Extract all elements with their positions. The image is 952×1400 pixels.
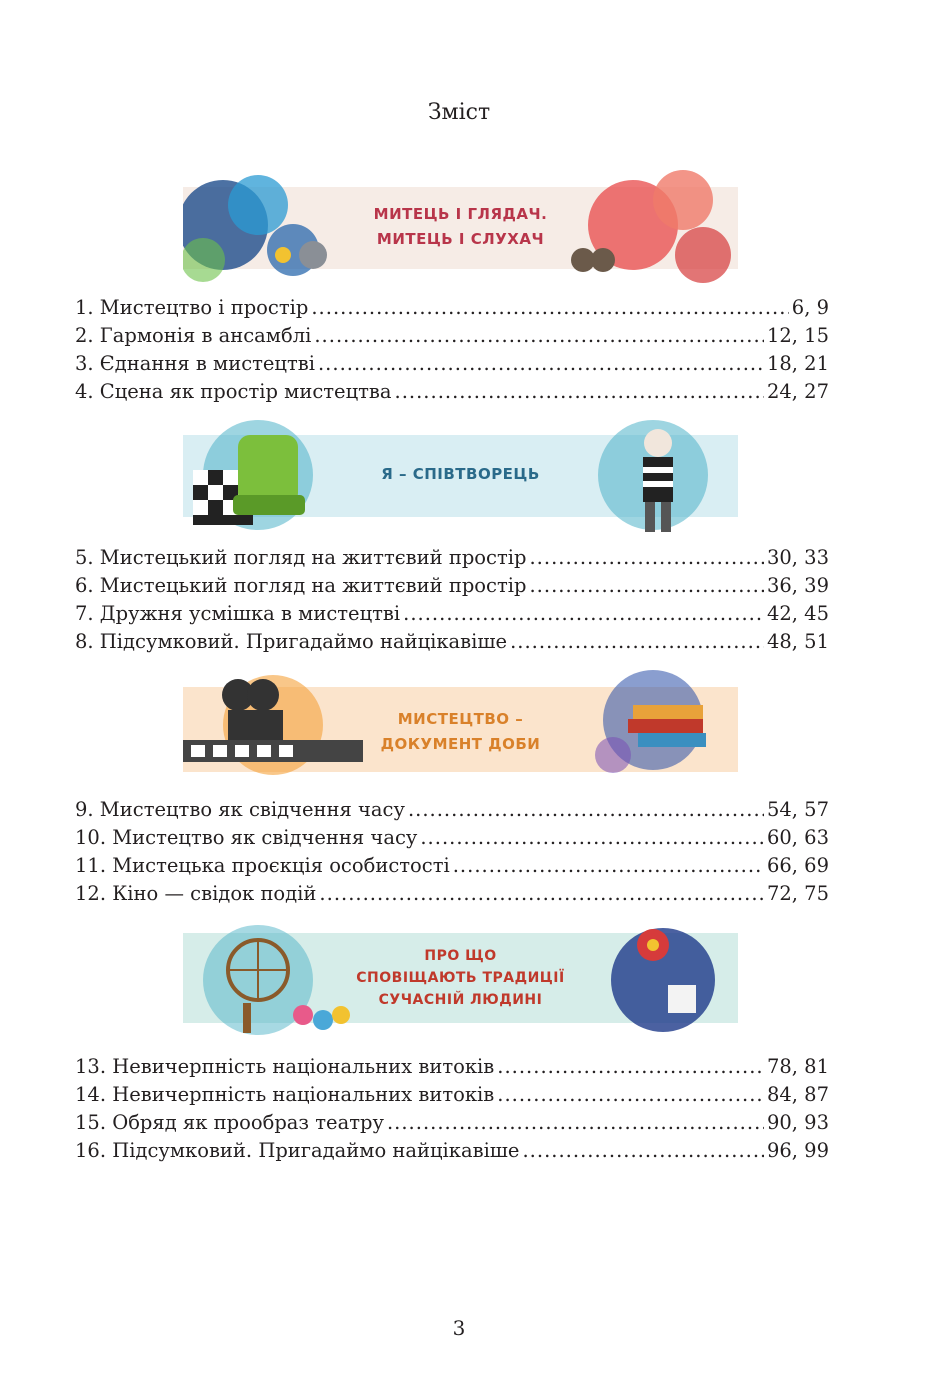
toc-entry-pages: 72, 75	[766, 882, 829, 905]
toc-entry-title: 15. Обряд як прообраз театру	[75, 1111, 384, 1134]
toc-leader-dots	[403, 602, 764, 625]
section-banner-4	[183, 915, 738, 1045]
toc-entry-title: 3. Єднання в мистецтві	[75, 352, 315, 375]
toc-entry-title: 9. Мистецтво як свідчення часу	[75, 798, 405, 821]
page-number: 3	[452, 1316, 466, 1340]
toc-entry-pages: 54, 57	[766, 798, 829, 821]
toc-entry-title: 16. Підсумковий. Пригадаймо найцікавіше	[75, 1139, 520, 1162]
toc-list-2	[75, 546, 829, 658]
toc-entry-pages: 24, 27	[766, 380, 829, 403]
toc-entry-title: 12. Кіно — свідок подій	[75, 882, 317, 905]
toc-entry-title: 14. Невичерпність національних витоків	[75, 1083, 495, 1106]
toc-entry[interactable]	[75, 1055, 829, 1083]
toc-entry[interactable]	[75, 1111, 829, 1139]
toc-entry-title: 1. Мистецтво і простір	[75, 296, 309, 319]
toc-entry[interactable]	[75, 1139, 829, 1167]
toc-entry[interactable]	[75, 1083, 829, 1111]
toc-leader-dots	[318, 352, 764, 375]
toc-entry-pages: 78, 81	[766, 1055, 829, 1078]
toc-entry-pages: 6, 9	[791, 296, 829, 319]
toc-entry-pages: 90, 93	[766, 1111, 829, 1134]
toc-leader-dots	[314, 324, 764, 347]
toc-entry[interactable]	[75, 546, 829, 574]
toc-entry[interactable]	[75, 630, 829, 658]
toc-entry-title: 2. Гармонія в ансамблі	[75, 324, 312, 347]
toc-entry-pages: 36, 39	[766, 574, 829, 597]
toc-leader-dots	[497, 1083, 764, 1106]
toc-leader-dots	[408, 798, 764, 821]
toc-leader-dots	[497, 1055, 764, 1078]
toc-entry[interactable]	[75, 352, 829, 380]
section-banner-2	[183, 415, 738, 537]
toc-entry[interactable]	[75, 854, 829, 882]
toc-entry-pages: 18, 21	[766, 352, 829, 375]
toc-entry-title: 13. Невичерпність національних витоків	[75, 1055, 495, 1078]
section-banner-1	[183, 165, 738, 290]
toc-list-4	[75, 1055, 829, 1167]
toc-entry[interactable]	[75, 324, 829, 352]
toc-entry-pages: 84, 87	[766, 1083, 829, 1106]
toc-entry[interactable]	[75, 380, 829, 408]
toc-leader-dots	[420, 826, 764, 849]
toc-entry-title: 5. Мистецький погляд на життєвий простір	[75, 546, 527, 569]
toc-entry-pages: 48, 51	[766, 630, 829, 653]
toc-entry-title: 10. Мистецтво як свідчення часу	[75, 826, 418, 849]
toc-leader-dots	[319, 882, 764, 905]
toc-entry-pages: 66, 69	[766, 854, 829, 877]
toc-entry[interactable]	[75, 826, 829, 854]
toc-leader-dots	[311, 296, 788, 319]
toc-entry-pages: 96, 99	[766, 1139, 829, 1162]
toc-entry-pages: 42, 45	[766, 602, 829, 625]
toc-leader-dots	[395, 380, 764, 403]
toc-entry-pages: 30, 33	[766, 546, 829, 569]
toc-entry-title: 6. Мистецький погляд на життєвий простір	[75, 574, 527, 597]
toc-entry-title: 8. Підсумковий. Пригадаймо найцікавіше	[75, 630, 508, 653]
banner-4-title: ПРО ЩО СПОВІЩАЮТЬ ТРАДИЦІЇ СУЧАСНІЙ ЛЮДИНІ	[356, 948, 565, 1008]
toc-leader-dots	[529, 574, 763, 597]
toc-entry-title: 11. Мистецька проєкція особистості	[75, 854, 450, 877]
toc-leader-dots	[510, 630, 764, 653]
page-title: Зміст	[427, 100, 491, 125]
toc-entry[interactable]	[75, 798, 829, 826]
toc-leader-dots	[453, 854, 764, 877]
toc-entry-pages: 60, 63	[766, 826, 829, 849]
toc-list-3	[75, 798, 829, 910]
section-banner-3	[183, 665, 738, 795]
toc-entry[interactable]	[75, 882, 829, 910]
banner-1-title: МИТЕЦЬ І ГЛЯДАЧ. МИТЕЦЬ І СЛУХАЧ	[373, 205, 548, 248]
toc-list-1	[75, 296, 829, 408]
toc-entry[interactable]	[75, 602, 829, 630]
toc-leader-dots	[522, 1139, 763, 1162]
toc-entry[interactable]	[75, 574, 829, 602]
banner-3-title: МИСТЕЦТВО – ДОКУМЕНТ ДОБИ	[380, 710, 541, 753]
toc-entry-pages: 12, 15	[766, 324, 829, 347]
toc-entry-title: 4. Сцена як простір мистецтва	[75, 380, 392, 403]
banner-2-title: Я – СПІВТВОРЕЦЬ	[381, 465, 540, 483]
toc-leader-dots	[387, 1111, 764, 1134]
toc-entry-title: 7. Дружня усмішка в мистецтві	[75, 602, 401, 625]
toc-entry[interactable]	[75, 296, 829, 324]
toc-leader-dots	[529, 546, 763, 569]
